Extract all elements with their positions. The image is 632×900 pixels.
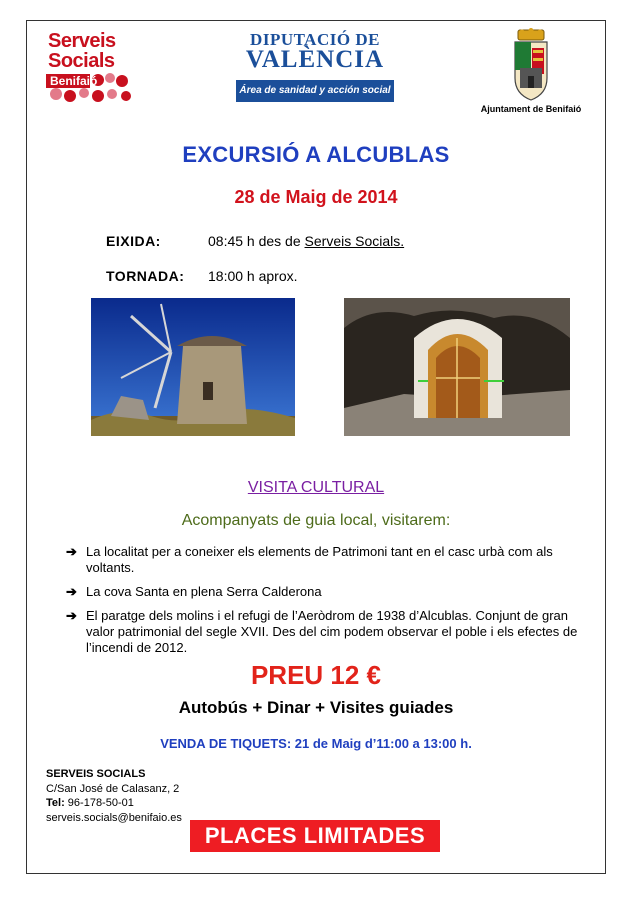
tornada-value: 18:00 h aprox. [208,268,298,284]
logo-word-socials: Socials [48,50,115,72]
ajuntament-logo [476,28,586,116]
eixida-time: 08:45 h des de [208,233,305,249]
bullet-text: La cova Santa en plena Serra Calderona [86,584,322,599]
eixida-value [208,233,404,249]
contact-email: serveis.socials@benifaio.es [46,811,182,824]
windmill-photo [91,298,295,436]
diputacio-logo [236,30,394,106]
included-services: Autobús + Dinar + Visites guiades [178,698,454,717]
page-title: EXCURSIÓ A ALCUBLAS [182,142,450,167]
bullet-text: La localitat per a coneixer els elements de Patrimoni tant en el casc urbà com als voltants. [86,544,553,575]
arrow-right-icon: ➔ [66,584,77,599]
intro-text: Acompanyats de guia local, visitarem: [181,512,451,529]
phone-number: 96-178-50-01 [64,797,134,809]
phone-label: Tel: [46,797,65,809]
eixida-place: Serveis Socials. [304,233,405,249]
diputacio-subtitle: Área de sanidad y acción social [236,80,394,102]
arrow-right-icon: ➔ [66,608,77,623]
list-item [66,584,586,600]
ajuntament-caption: Ajuntament de Benifaió [480,104,582,114]
contact-block [46,767,182,825]
visita-heading: VISITA CULTURAL [247,479,385,496]
cave-photo [344,298,570,436]
limited-places-banner: PLACES LIMITADES [190,820,440,852]
cave-image [344,298,570,436]
bullet-list [66,544,586,664]
contact-address: C/San José de Calasanz, 2 [46,782,180,795]
list-item [66,608,586,656]
logo-word-benifaio: Benifaió [50,74,98,88]
contact-phone [46,796,182,811]
eixida-label: EIXIDA: [106,233,161,249]
diputacio-line1: DIPUTACIÓ DE [250,30,380,49]
price: PREU 12 € [250,660,382,690]
event-date: 28 de Maig de 2014 [234,187,398,207]
bullet-text: El paratge dels molins i el refugi de l’Aeròdrom de 1938 d’Alcublas. Conjunt de gran valor patrimonial del segle XVII. Des del cim podem observar el poble i els efectes de l’incendi de 2012. [86,608,578,655]
ticket-sale-info: VENDA DE TIQUETS: 21 de Maig d’11:00 a 13:00 h. [160,736,472,751]
serveis-socials-logo [46,30,132,102]
contact-name: SERVEIS SOCIALS [46,768,146,780]
windmill-image [91,298,295,436]
coat-of-arms-icon [512,28,550,102]
arrow-right-icon: ➔ [66,544,77,559]
tornada-label: TORNADA: [106,268,185,284]
diputacio-line2: VALÈNCIA [245,46,385,73]
logo-word-serveis: Serveis [48,30,116,52]
list-item [66,544,586,576]
